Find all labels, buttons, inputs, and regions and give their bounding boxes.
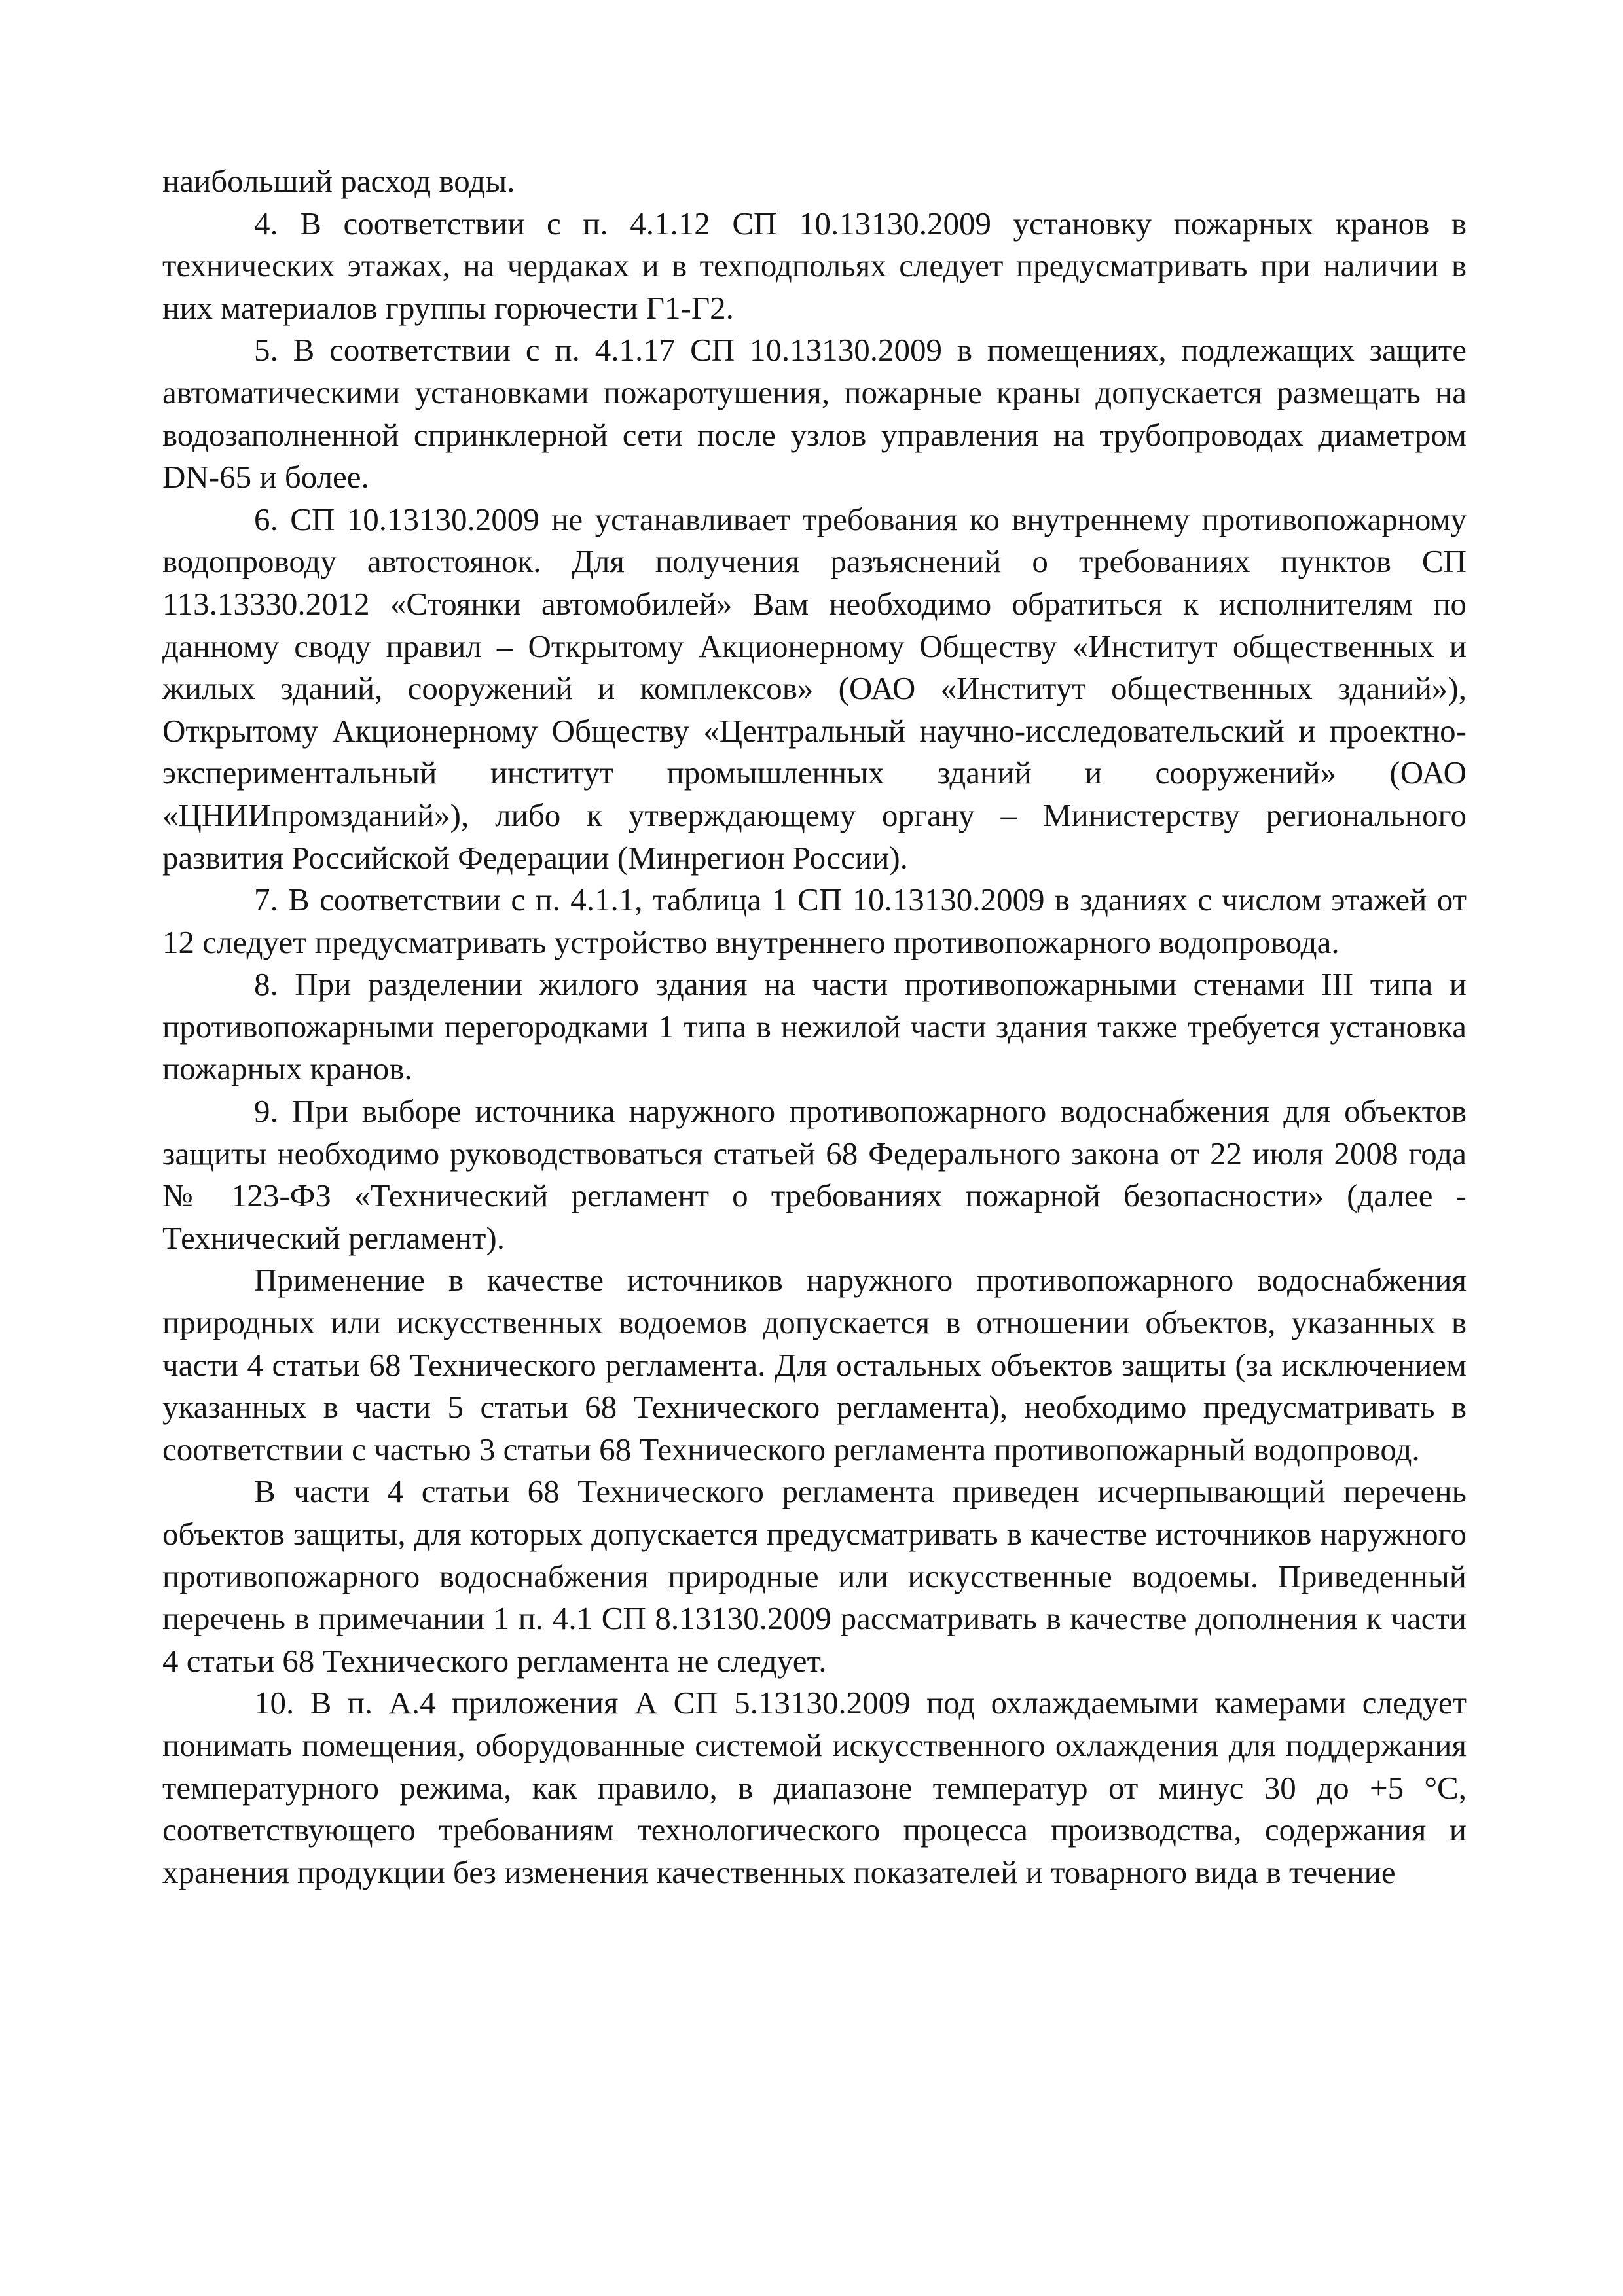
paragraph-item-5: 5. В соответствии с п. 4.1.17 СП 10.13130.2009 в помещениях, подлежащих защите автоматическими установками пожаротушения, пожарные краны допускается размещать на водозаполненной спринклерной сети после узлов управления на трубопроводах диаметром DN-65 и более. [162, 332, 1467, 495]
paragraph-item-7: 7. В соответствии с п. 4.1.1, таблица 1 СП 10.13130.2009 в зданиях с числом этажей от 12 следует предусматривать устройство внутреннего противопожарного водопровода. [162, 882, 1467, 960]
document-body [162, 160, 1467, 1893]
paragraph-item-9-list: В части 4 статьи 68 Технического регламента приведен исчерпывающий перечень объектов защиты, для которых допускается предусматривать в качестве источников наружного противопожарного водоснабжения природные или искусственные водоемы. Приведенный перечень в примечании 1 п. 4.1 СП 8.13130.2009 рассматривать в качестве дополнения к части 4 статьи 68 Технического регламента не следует. [162, 1473, 1467, 1679]
paragraph-item-9: 9. При выборе источника наружного противопожарного водоснабжения для объектов защиты необходимо руководствоваться статьей 68 Федерального закона от 22 июля 2008 года № 123-ФЗ «Технический регламент о требованиях пожарной безопасности» (далее - Технический регламент). [162, 1093, 1467, 1256]
paragraph-item-6: 6. СП 10.13130.2009 не устанавливает требования ко внутреннему противопожарному водопроводу автостоянок. Для получения разъяснений о требованиях пунктов СП 113.13330.2012 «Стоянки автомобилей» Вам необходимо обратиться к исполнителям по данному своду правил – Открытому Акционерному Обществу «Институт общественных и жилых зданий, сооружений и комплексов» (ОАО «Институт общественных зданий»), Открытому Акционерному Обществу «Центральный научно-исследовательский и проектно-экспериментальный институт промышленных зданий и сооружений» (ОАО «ЦНИИпромзданий»), либо к утверждающему органу – Министерству регионального развития Российской Федерации (Минрегион России). [162, 501, 1467, 876]
paragraph-item-10: 10. В п. А.4 приложения А СП 5.13130.2009 под охлаждаемыми камерами следует понимать помещения, оборудованные системой искусственного охлаждения для поддержания температурного режима, как правило, в диапазоне температур от минус 30 до +5 °С, соответствующего требованиям технологического процесса производства, содержания и хранения продукции без изменения качественных показателей и товарного вида в течение [162, 1685, 1467, 1890]
paragraph-item-9-application: Применение в качестве источников наружного противопожарного водоснабжения природных или искусственных водоемов допускается в отношении объектов, указанных в части 4 статьи 68 Технического регламента. Для остальных объектов защиты (за исключением указанных в части 5 статьи 68 Технического регламента), необходимо предусматривать в соответствии с частью 3 статьи 68 Технического регламента противопожарный водопровод. [162, 1262, 1467, 1467]
paragraph-item-4: 4. В соответствии с п. 4.1.12 СП 10.13130.2009 установку пожарных кранов в технических этажах, на чердаках и в техподпольях следует предусматривать при наличии в них материалов группы горючести Г1-Г2. [162, 205, 1467, 326]
paragraph-item-8: 8. При разделении жилого здания на части противопожарными стенами III типа и противопожарными перегородками 1 типа в нежилой части здания также требуется установка пожарных кранов. [162, 966, 1467, 1087]
paragraph-continuation: наибольший расход воды. [162, 163, 515, 199]
